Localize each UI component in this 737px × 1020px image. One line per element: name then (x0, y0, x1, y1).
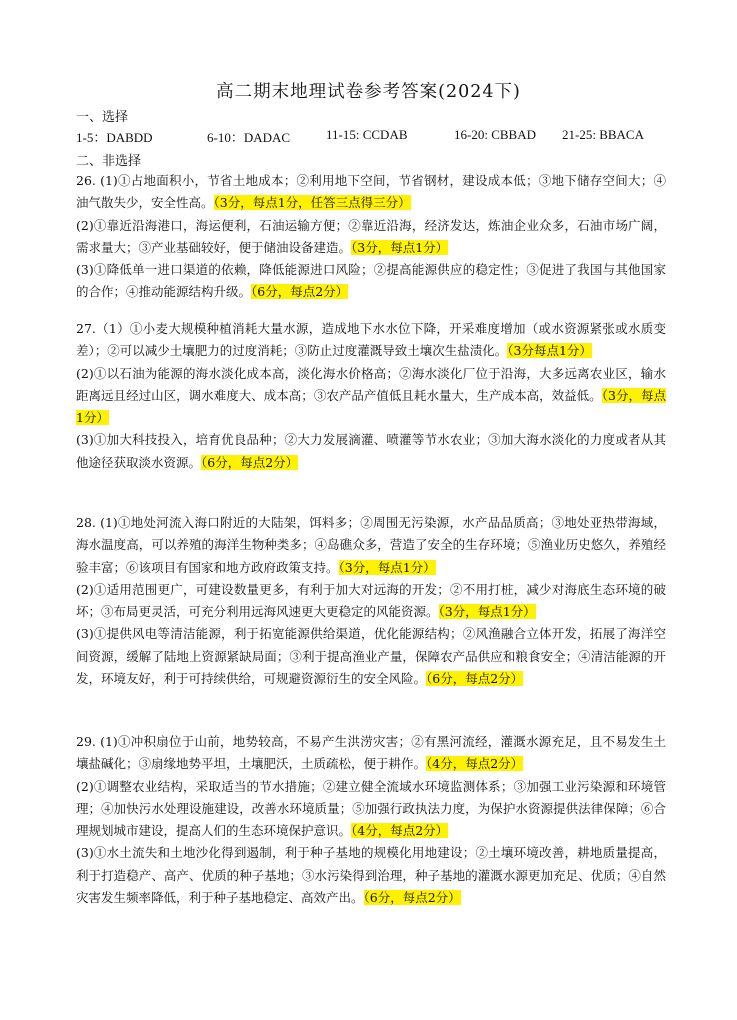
score-highlight: （3分，每点1分） (76, 387, 666, 426)
score-highlight: （6分，每点2分） (426, 671, 524, 687)
choice-answer-group: 11-15: CCDAB (326, 127, 408, 142)
score-highlight: （3分，每点1分，任答三点得三分） (213, 195, 411, 211)
choice-answer-group: 1-5：DABDD (76, 130, 153, 145)
score-highlight: （3分每点1分） (507, 343, 592, 359)
score-highlight: （3分，每点1分） (338, 559, 436, 575)
question-29 (76, 731, 666, 909)
answer-part: (3)①降低单一进口渠道的依赖，降低能源进口风险；②提高能源供应的稳定性；③促进了我国与其他国家的合作；④推动能源结构升级。（6分，每点2分） (76, 262, 666, 300)
score-highlight: （6分，每点2分） (251, 284, 349, 300)
score-highlight: （6分，每点2分） (363, 890, 461, 906)
answer-part: (2)①适用范围更广，可建设数量更多，有利于加大对远海的开发；②不用打桩，减少对海底生态环境的破坏；③布局更灵活，可充分利用远海风速更大更稳定的风能资源。（3分，每点1分） (76, 581, 666, 620)
answer-part: 27.（1）①小麦大规模种植消耗大量水源，造成地下水水位下降，开采难度增加（或水资源紧张或水质变差）；②可以减少土壤肥力的过度消耗；③防止过度灌溉导致土壤次生盐渍化。（3分每点1分） (76, 321, 666, 359)
answer-part: 28. (1)①地处河流入海口附近的大陆架，饵料多；②周围无污染源，水产品品质高；③地处亚热带海域，海水温度高，可以养殖的海洋生物种类多；④岛礁众多，营造了安全的生存环境；⑤渔业历史悠久，养殖经验丰富；⑥该项目有国家和地方政府政策支持。（3分，每点1分） (76, 515, 666, 575)
score-highlight: （4分，每点2分） (426, 756, 524, 772)
answer-part: (2)①靠近沿海港口，海运便利，石油运输方便；②靠近沿海，经济发达，炼油企业众多，石油市场广阔，需求量大；③产业基础较好，便于储油设备建造。（3分，每点1分） (76, 217, 666, 255)
answer-part: 26. (1)①占地面积小，节省土地成本；②利用地下空间，节省钢材，建设成本低；③地下储存空间大；④油气散失少，安全性高。（3分，每点1分，任答三点得三分） (76, 173, 666, 211)
section-heading-non-choice: 二、非选择 (76, 154, 142, 169)
answer-part: (2)①以石油为能源的海水淡化成本高，淡化海水价格高；②海水淡化厂位于沿海，大多远离农业区，输水距离远且经过山区，调水难度大、成本高；③农产品产值低且耗水量大，生产成本高，效益低。（3分，每点1分） (76, 365, 666, 426)
score-highlight: （3分，每点1分） (438, 604, 536, 620)
question-28 (76, 512, 666, 690)
choice-answer-group: 6-10：DADAC (207, 130, 291, 145)
answer-part: (3)①提供风电等清洁能源，利于拓宽能源供给渠道，优化能源结构；②风渔融合立体开发，拓展了海洋空间资源，缓解了陆地上资源紧缺局面；③利于提高渔业产量，保障农产品供应和粮食安全；④清洁能源的开发，环境友好，利于可持续供给，可规避资源衍生的安全风险。（6分，每点2分） (76, 626, 666, 687)
page-title: 高二期末地理试卷参考答案(2024下) (216, 82, 521, 102)
score-highlight: （6分，每点2分） (201, 454, 299, 470)
answer-part: (2)①调整农业结构，采取适当的节水措施；②建立健全流域水环境监测体系；③加强工业污染源和环境管理；④加快污水处理设施建设，改善水环境质量；⑤加强行政执法力度，为保护水资源提供法律保障；⑥合理规划城市建设，提高人们的生态环境保护意识。（4分，每点2分） (76, 778, 666, 839)
score-highlight: （4分，每点2分） (351, 823, 449, 839)
question-27 (76, 318, 666, 474)
question-26 (76, 170, 666, 304)
choice-answer-group: 21-25: BBACA (562, 127, 644, 142)
answer-part: 29. (1)①冲积扇位于山前，地势较高，不易产生洪涝灾害；②有黑河流经，灌溉水源充足，且不易发生土壤盐碱化；③扇缘地势平坦，土壤肥沃，土质疏松，便于耕作。（4分，每点2分） (76, 734, 666, 772)
answer-part: (3)①水土流失和土地沙化得到遏制，利于种子基地的规模化用地建设；②土壤环境改善，耕地质量提高，利于打造稳产、高产、优质的种子基地；③水污染得到治理，种子基地的灌溉水源更加充足、优质；④自然灾害发生频率降低，利于种子基地稳定、高效产出。（6分，每点2分） (76, 845, 666, 906)
section-heading-choice: 一、选择 (76, 110, 129, 125)
answer-part: (3)①加大科技投入，培育优良品种；②大力发展滴灌、喷灌等节水农业；③加大海水淡化的力度或者从其他途径获取淡水资源。（6分，每点2分） (76, 432, 666, 470)
score-highlight: （3分，每点1分） (351, 239, 449, 255)
choice-answer-group: 16-20: CBBAD (454, 127, 536, 142)
